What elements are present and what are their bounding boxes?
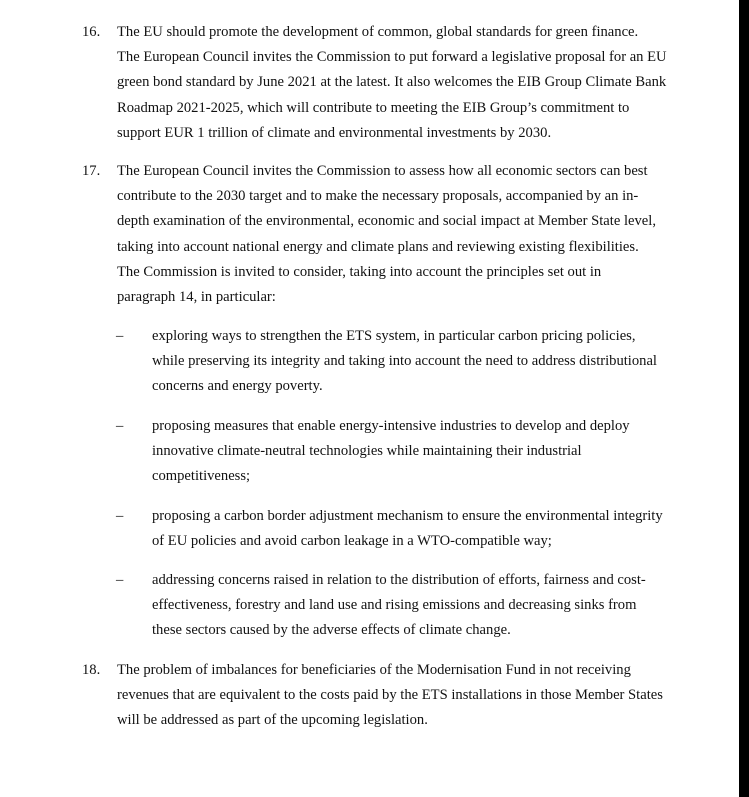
text-line: of EU policies and avoid carbon leakage in a WTO-compatible way; xyxy=(152,533,552,550)
text-line: Roadmap 2021-2025, which will contribute to meeting the EIB Group’s commitment to xyxy=(117,99,630,116)
bullet-text xyxy=(152,504,672,554)
text-line: effectiveness, forestry and land use and rising emissions and decreasing sinks from xyxy=(152,597,637,614)
text-line: while preserving its integrity and taking into account the need to address distributional xyxy=(152,353,657,370)
paragraph-number: 17. xyxy=(82,163,101,179)
text-line: The European Council invites the Commission to assess how all economic sectors can best xyxy=(117,163,648,179)
paragraph-text xyxy=(117,658,677,734)
text-line: these sectors caused by the adverse effects of climate change. xyxy=(152,622,511,639)
bullet-text xyxy=(152,568,672,644)
paragraph-number: 16. xyxy=(82,24,101,40)
text-line: proposing a carbon border adjustment mechanism to ensure the environmental integrity xyxy=(152,508,663,524)
bullet-text xyxy=(152,414,672,490)
paragraph-17 xyxy=(82,159,682,310)
paragraph-text xyxy=(117,20,677,146)
text-line: The Commission is invited to consider, taking into account the principles set out in xyxy=(117,263,602,280)
text-line: The problem of imbalances for beneficiaries of the Modernisation Fund in not receiving xyxy=(117,662,631,678)
text-line: will be addressed as part of the upcoming legislation. xyxy=(117,712,428,729)
bullet-item xyxy=(116,504,676,554)
bullet-text xyxy=(152,324,672,400)
dash-marker: – xyxy=(116,572,124,588)
text-line: proposing measures that enable energy-intensive industries to develop and deploy xyxy=(152,418,630,434)
text-line: depth examination of the environmental, economic and social impact at Member State level, xyxy=(117,213,656,230)
paragraph-text xyxy=(117,159,677,310)
paragraph-18 xyxy=(82,658,682,734)
bullet-item xyxy=(116,324,676,400)
text-line: innovative climate-neutral technologies while maintaining their industrial xyxy=(152,443,582,460)
text-line: revenues that are equivalent to the costs paid by the ETS installations in those Member States xyxy=(117,687,663,704)
text-line: taking into account national energy and climate plans and reviewing existing flexibilities. xyxy=(117,238,639,255)
text-line: The EU should promote the development of common, global standards for green finance. xyxy=(117,24,639,40)
bullet-item xyxy=(116,414,676,490)
text-line: addressing concerns raised in relation to the distribution of efforts, fairness and cost- xyxy=(152,572,646,588)
paragraph-number: 18. xyxy=(82,662,101,678)
text-line: The European Council invites the Commission to put forward a legislative proposal for an EU xyxy=(117,49,667,66)
text-line: exploring ways to strengthen the ETS system, in particular carbon pricing policies, xyxy=(152,328,636,344)
text-line: green bond standard by June 2021 at the latest. It also welcomes the EIB Group Climate Bank xyxy=(117,74,667,91)
dash-marker: – xyxy=(116,418,124,434)
dash-marker: – xyxy=(116,328,124,344)
dash-marker: – xyxy=(116,508,124,524)
paragraph-16 xyxy=(82,20,682,146)
text-line: support EUR 1 trillion of climate and environmental investments by 2030. xyxy=(117,124,552,141)
text-line: competitiveness; xyxy=(152,468,251,485)
text-line: paragraph 14, in particular: xyxy=(117,289,276,306)
bullet-item xyxy=(116,568,676,644)
text-line: contribute to the 2030 target and to make the necessary proposals, accompanied by an in- xyxy=(117,188,639,205)
text-line: concerns and energy poverty. xyxy=(152,378,323,395)
